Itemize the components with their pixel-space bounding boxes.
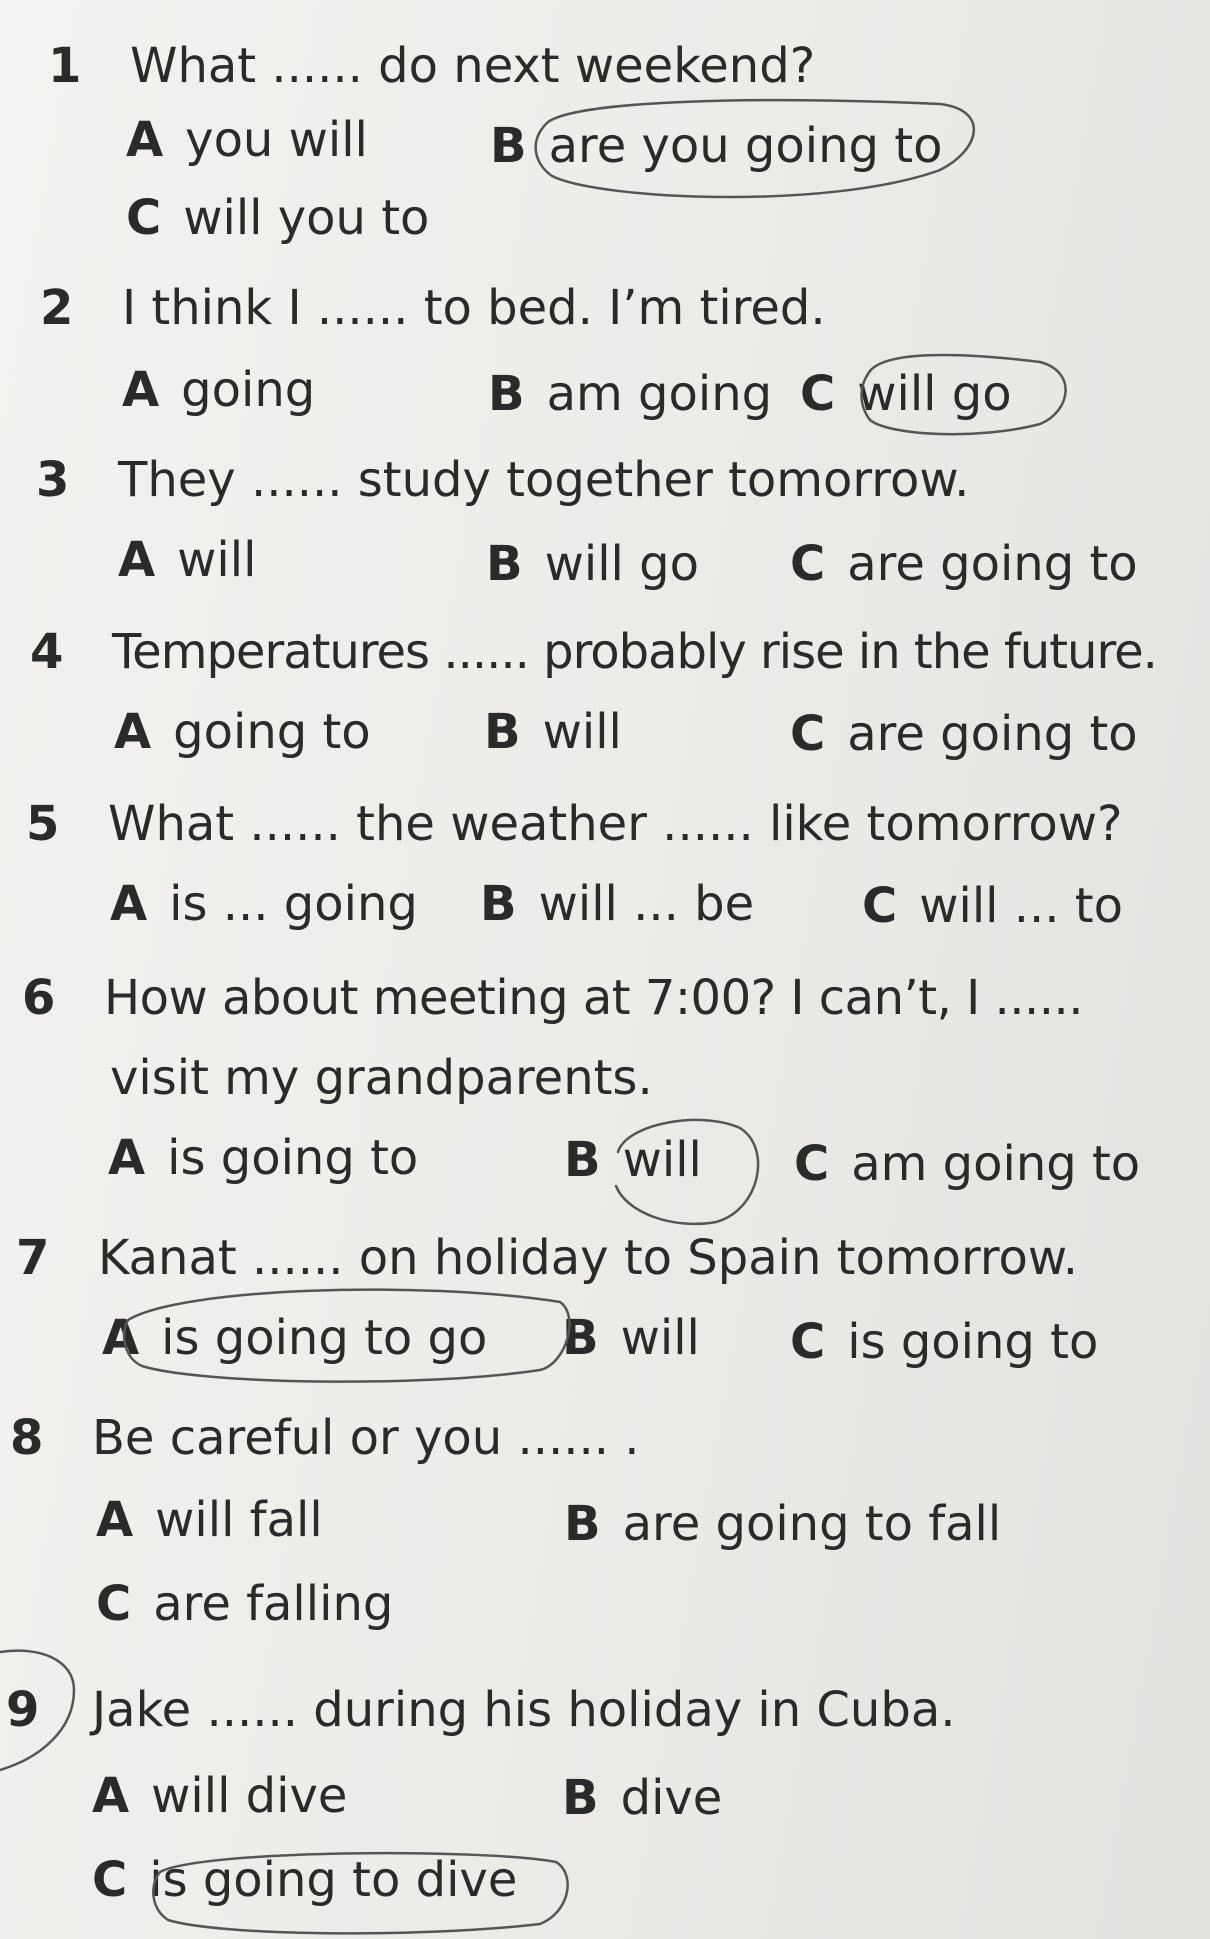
option-letter: B <box>564 1132 601 1188</box>
question-number: 6 <box>22 970 56 1026</box>
option-letter: C <box>862 878 898 934</box>
option-4a[interactable] <box>114 704 371 760</box>
option-text: am going <box>546 366 773 422</box>
option-text: will go <box>544 536 699 592</box>
option-9a[interactable] <box>92 1768 347 1824</box>
option-letter: B <box>480 876 517 932</box>
question-text: Be careful or you ...... . <box>92 1410 640 1466</box>
option-2b[interactable] <box>488 366 772 422</box>
option-1b[interactable] <box>490 118 942 174</box>
option-text: are going to <box>847 536 1138 592</box>
option-letter: A <box>110 876 148 932</box>
option-2a[interactable] <box>122 362 315 418</box>
option-text: going <box>181 362 316 418</box>
option-9c[interactable] <box>92 1852 517 1908</box>
option-letter: A <box>92 1768 130 1824</box>
question-number: 3 <box>36 452 70 508</box>
option-text: will fall <box>155 1492 323 1548</box>
option-letter: B <box>488 366 525 422</box>
option-letter: A <box>102 1310 140 1366</box>
option-5c[interactable] <box>862 878 1123 934</box>
option-letter: A <box>108 1130 146 1186</box>
option-letter: B <box>562 1770 599 1826</box>
option-letter: A <box>122 362 160 418</box>
option-text: will <box>620 1310 700 1366</box>
option-text: are falling <box>153 1576 394 1632</box>
option-text: will ... to <box>919 878 1123 934</box>
option-8b[interactable] <box>564 1496 1001 1552</box>
question-9 <box>6 1682 955 1738</box>
option-7a[interactable] <box>102 1310 487 1366</box>
question-number: 8 <box>10 1410 44 1466</box>
option-letter: B <box>484 704 521 760</box>
option-9b[interactable] <box>562 1770 722 1826</box>
option-1c[interactable] <box>126 190 429 246</box>
question-number: 5 <box>26 796 60 852</box>
option-text: dive <box>620 1770 723 1826</box>
option-letter: C <box>92 1852 128 1908</box>
question-6-continuation: visit my grandparents. <box>110 1050 653 1106</box>
option-letter: B <box>490 118 527 174</box>
question-3 <box>36 452 969 508</box>
option-5a[interactable] <box>110 876 418 932</box>
option-4b[interactable] <box>484 704 622 760</box>
option-4c[interactable] <box>790 706 1138 762</box>
option-letter: C <box>800 366 836 422</box>
question-text: They ...... study together tomorrow. <box>118 452 970 508</box>
question-number: 1 <box>48 38 82 94</box>
option-7c[interactable] <box>790 1314 1098 1370</box>
option-1a[interactable] <box>126 112 368 168</box>
option-text: are going to fall <box>622 1496 1002 1552</box>
question-8 <box>10 1410 640 1466</box>
option-letter: C <box>96 1576 132 1632</box>
option-text: you will <box>185 112 368 168</box>
option-5b[interactable] <box>480 876 754 932</box>
question-5 <box>26 796 1123 852</box>
option-text: is going to go <box>161 1310 488 1366</box>
question-number: 7 <box>16 1230 50 1286</box>
option-6b[interactable] <box>564 1132 702 1188</box>
option-text: will ... be <box>538 876 755 932</box>
option-text: will you to <box>183 190 430 246</box>
option-7b[interactable] <box>562 1310 700 1366</box>
option-letter: C <box>794 1136 830 1192</box>
option-letter: C <box>790 1314 826 1370</box>
question-text: Jake ...... during his holiday in Cuba. <box>92 1682 956 1738</box>
option-letter: C <box>126 190 162 246</box>
question-text: Kanat ...... on holiday to Spain tomorrow. <box>98 1230 1078 1286</box>
option-text: will <box>542 704 622 760</box>
question-text: How about meeting at 7:00? I can’t, I ...... <box>104 970 1084 1026</box>
question-text: I think I ...... to bed. I’m tired. <box>122 280 826 336</box>
option-letter: C <box>790 536 826 592</box>
option-3a[interactable] <box>118 532 256 588</box>
option-text: will <box>177 532 257 588</box>
option-text: are going to <box>847 706 1138 762</box>
option-text: will <box>622 1132 702 1188</box>
question-number: 2 <box>40 280 74 336</box>
question-number: 4 <box>30 624 64 680</box>
option-text: going to <box>173 704 371 760</box>
option-8c[interactable] <box>96 1576 393 1632</box>
option-text: are you going to <box>548 118 943 174</box>
option-text: is going to <box>167 1130 419 1186</box>
option-2c[interactable] <box>800 366 1012 422</box>
question-6 <box>22 970 1083 1026</box>
option-letter: A <box>96 1492 134 1548</box>
option-letter: C <box>790 706 826 762</box>
option-6a[interactable] <box>108 1130 418 1186</box>
option-text: is going to <box>847 1314 1099 1370</box>
option-8a[interactable] <box>96 1492 323 1548</box>
option-letter: A <box>114 704 152 760</box>
option-text: will go <box>857 366 1012 422</box>
option-text: is ... going <box>169 876 418 932</box>
option-text: am going to <box>851 1136 1141 1192</box>
option-letter: B <box>562 1310 599 1366</box>
option-text: will dive <box>151 1768 348 1824</box>
option-letter: A <box>126 112 164 168</box>
question-2 <box>40 280 826 336</box>
question-4 <box>30 624 1157 680</box>
option-3c[interactable] <box>790 536 1138 592</box>
option-6c[interactable] <box>794 1136 1140 1192</box>
question-number: 9 <box>6 1682 40 1738</box>
option-letter: A <box>118 532 156 588</box>
question-text: What ...... do next weekend? <box>130 38 816 94</box>
question-7 <box>16 1230 1078 1286</box>
option-3b[interactable] <box>486 536 699 592</box>
option-text: is going to dive <box>149 1852 518 1908</box>
option-letter: B <box>564 1496 601 1552</box>
option-letter: B <box>486 536 523 592</box>
question-text: What ...... the weather ...... like tomorrow? <box>108 796 1123 852</box>
question-1 <box>48 38 815 94</box>
question-text: Temperatures ...... probably rise in the future. <box>112 624 1157 680</box>
